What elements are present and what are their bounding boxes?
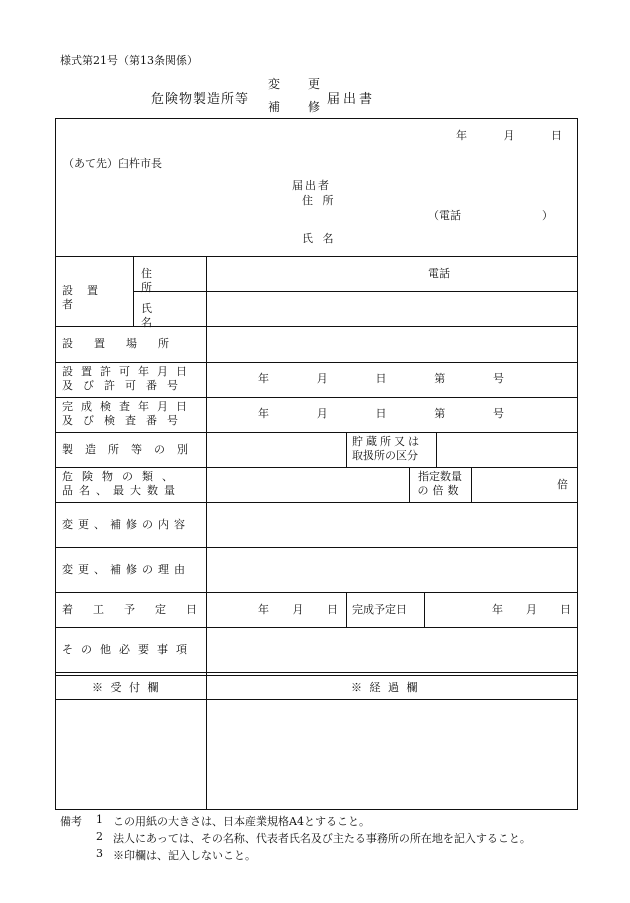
- note-item-num: 3: [96, 847, 103, 860]
- notifier-phone-close: ）: [542, 209, 553, 222]
- form-number: 様式第21号（第13条関係）: [60, 54, 198, 67]
- installer-label: 設置者: [62, 284, 112, 311]
- note-item-text: ※印欄は、記入しないこと。: [113, 849, 256, 862]
- date-day-label: 日: [551, 129, 562, 142]
- notifier-phone-open: （電話: [428, 209, 461, 222]
- row-permit-label: 設置許可年月日 及び許可番号: [62, 365, 195, 392]
- row-multiple-unit: 倍: [557, 478, 568, 491]
- row-start-date-label: 着工予定日: [62, 603, 217, 616]
- row-change-content-label: 変更、補修の内容: [62, 518, 190, 531]
- title-option-char: 補: [268, 100, 281, 114]
- row-start-date-value: 年 月 日: [258, 603, 338, 616]
- date-month-label: 月: [503, 129, 515, 142]
- notifier-label: 届出者: [292, 179, 331, 192]
- note-item-text: 法人にあっては、その名称、代表者氏名及び主たる事務所の所在地を記入すること。: [113, 832, 531, 845]
- installer-address-label: 住所: [141, 267, 182, 294]
- title-option-char: 変: [268, 77, 281, 91]
- row-inspection-label: 完成検査年月日 及び検査番号: [62, 400, 195, 427]
- title-option-char: 修: [307, 100, 320, 114]
- addressee: （あて先）臼杵市長: [63, 157, 162, 170]
- row-storage-category-label: 貯蔵所又は 取扱所の区分: [352, 435, 422, 462]
- title-suffix: 届出書: [327, 92, 376, 107]
- title-option-repair: [268, 98, 320, 115]
- date-line: [456, 129, 562, 143]
- row-facility-type-label: 製造所等の別: [62, 443, 200, 456]
- progress-header: ※ 経 過 欄: [351, 681, 420, 694]
- title-option-char: 更: [307, 77, 320, 91]
- notifier-phone: [428, 209, 553, 223]
- row-hazmat-label: 危険物の類、 品名、最大数量: [62, 470, 182, 497]
- installer-phone-label: 電話: [428, 267, 450, 280]
- notifier-address-label: 住 所: [302, 194, 337, 207]
- date-year-label: 年: [456, 129, 467, 142]
- notes-label: 備考: [60, 815, 82, 828]
- form-table: [55, 118, 578, 810]
- note-item-num: 2: [96, 830, 103, 843]
- note-item-text: この用紙の大きさは、日本産業規格A4とすること。: [113, 815, 370, 828]
- installer-name-label: 氏名: [141, 302, 182, 329]
- reception-header: ※ 受 付 欄: [92, 681, 161, 694]
- note-item-num: 1: [96, 813, 103, 826]
- row-multiple-label: 指定数量 の倍数: [417, 470, 463, 497]
- row-change-reason-label: 変更、補修の理由: [62, 563, 190, 576]
- title-prefix: 危険物製造所等: [151, 92, 250, 107]
- title-option-change: [268, 75, 320, 92]
- row-inspection-value: 年 月 日 第 号: [258, 407, 504, 420]
- row-permit-value: 年 月 日 第 号: [258, 372, 504, 385]
- row-completion-date-label: 完成予定日: [352, 603, 407, 616]
- row-other-label: その他必要事項: [62, 643, 195, 656]
- row-completion-date-value: 年 月 日: [492, 603, 571, 616]
- row-location-label: 設置場所: [62, 337, 190, 350]
- notifier-name-label: 氏 名: [302, 232, 337, 245]
